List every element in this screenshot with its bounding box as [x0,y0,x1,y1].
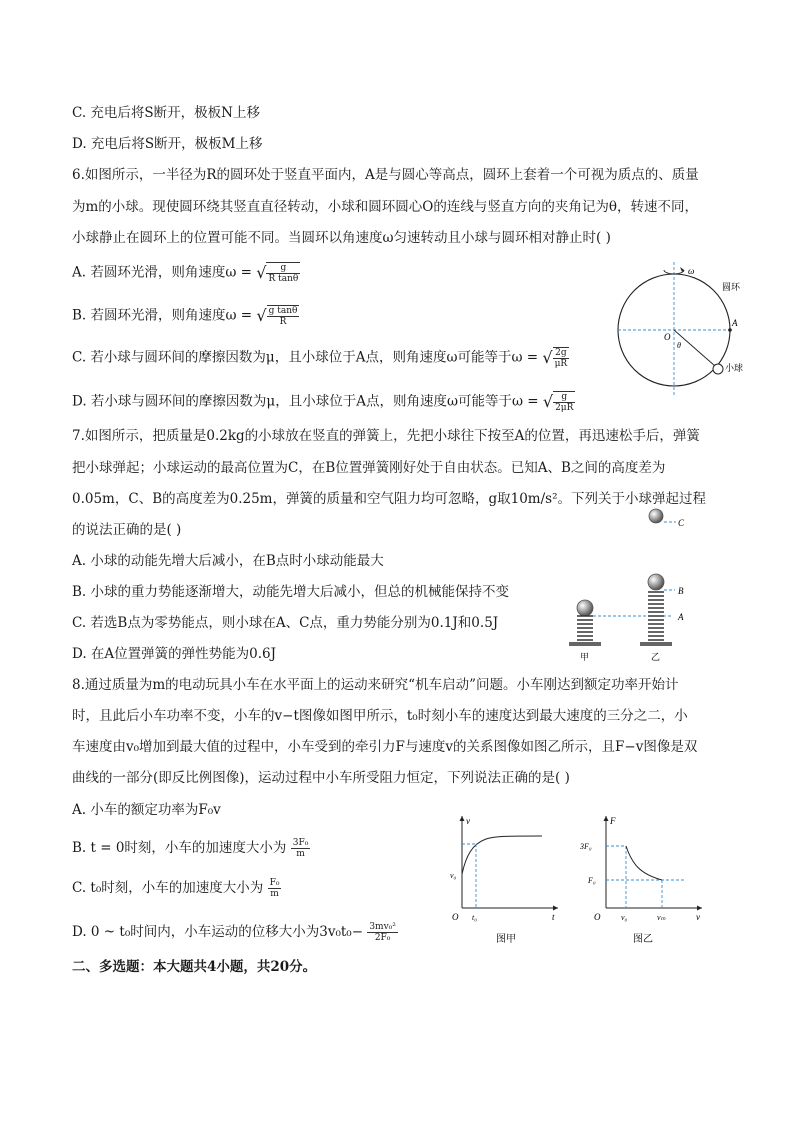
q6-option-a [72,262,300,284]
q8-c-den: m [270,889,279,899]
sqrt-c: √ $\frac{2g}{\mu R}$ [542,348,568,369]
q5-option-d: D. 充电后将S断开，极板M上移 [72,136,263,152]
level-a-label: A [678,612,684,622]
q7-option-a: A. 小球的动能先增大后减小，在B点时小球动能最大 [72,553,384,569]
three-f0-label: 3F₀ [580,842,592,851]
ball-yi [648,574,664,590]
t-axis-arrow-icon [553,906,558,911]
q6-option-d [72,391,575,413]
ball-jia [577,600,593,616]
vt-curve [462,836,542,874]
graph-jia [446,812,566,948]
q6-c-num: 2g [553,348,570,359]
label-jia: 甲 [580,652,590,662]
q6-b-den: R [279,317,287,327]
q6-ring-figure [608,258,768,400]
origin-label: O [452,912,459,922]
q8-option-b-text: B. t = 0时刻，小车的加速度大小为 [72,840,287,856]
q6-stem-line1: 6.如图所示，一半径为R的圆环处于竖直平面内，A是与圆心等高点，圆环上套着一个可视为质点的、质量 [72,167,699,183]
v-label-yi: v [696,912,700,922]
ball-at-c [649,509,663,523]
point-a-label: A [732,318,738,328]
q7-stem-line4: 的说法正确的是( ) [72,522,182,538]
v0-yi-label: v₀ [621,913,628,922]
spring-jia [577,616,593,640]
q6-option-b [72,305,299,327]
v0-label: v₀ [450,871,457,880]
q6-b-num: g tanθ [268,306,298,316]
sqrt-d: √ $\frac{g}{2\mu R}$ [542,392,574,413]
origin-yi-label: O [594,912,601,922]
q7-option-c: C. 若选B点为零势能点，则小球在A、C点，重力势能分别为0.1J和0.5J [72,615,499,631]
q7-stem-line3: 0.05m，C、B的高度差为0.25m，弹簧的质量和空气阻力均可忽略，g取10m/s²。下列关于小球弹起过程 [72,491,706,507]
q7-option-b: B. 小球的重力势能逐渐增大，动能先增大后减小，但总的机械能保持不变 [72,584,510,600]
q6-stem-line2: 为m的小球。现使圆环绕其竖直直径转动，小球和圆环圆心O的连线与竖直方向的夹角记为θ，转速不同， [72,199,698,215]
center-o-label: O [664,332,671,342]
graph-yi [578,812,712,948]
q5-option-c: C. 充电后将S断开，极板N上移 [72,105,260,121]
q6-option-b-text: B. 若圆环光滑，则角速度ω = [72,307,253,324]
q8-c-num: F₀ [269,878,280,888]
small-ball [713,364,723,374]
f0-label: F₀ [588,876,596,885]
q7-stem-line2: 把小球弹起；小球运动的最高位置为C，在B位置弹簧刚好处于自由状态。已知A、B之间的高度差为 [72,460,666,476]
q6-a-num: g [266,263,300,274]
caption-jia: 图甲 [496,934,516,945]
q8-d-fraction [367,922,398,943]
q6-stem-line3: 小球静止在圆环上的位置可能不同。当圆环以角速度ω匀速转动且小球与圆环相对静止时( ) [72,230,611,246]
omega-label: ω [688,266,695,276]
q8-stem-line2: 时，且此后小车功率不变，小车的v−t图像如图甲所示，t₀时刻小车的速度达到最大速度的三分之二，小 [72,708,688,724]
spring-yi [648,592,664,640]
q8-d-num: 3mv₀² [369,922,396,932]
f-axis-arrow-icon [604,816,609,821]
vm-label: vₘ [657,913,666,922]
sqrt-a: √ $\frac{g}{\text{R tanθ}}$ [256,263,299,284]
label-yi: 乙 [651,652,661,662]
ground-jia [569,642,601,646]
f-axis-label: F [610,816,616,826]
q6-d-den: 2μR [555,403,574,413]
v-axis-yi-arrow-icon [697,906,702,911]
fv-curve [626,846,662,880]
q8-b-num: 3F₀ [292,838,309,848]
q8-option-c [72,878,281,899]
q6-d-num: g [553,392,575,403]
q6-a-den: R tanθ [268,274,299,284]
v-axis-label: v [466,816,470,826]
q8-b-fraction [291,838,311,859]
sqrt-b: √ $\frac{\text{g tanθ}}{R}$ [256,306,298,327]
theta-label: θ [677,341,681,350]
ground-yi [640,642,672,646]
q7-stem-line1: 7.如图所示，把质量是0.2kg的小球放在竖直的弹簧上，先把小球往下按至A的位置，再迅速松手后，弹簧 [72,428,700,444]
q8-option-a: A. 小车的额定功率为F₀v [72,802,221,818]
q8-d-den: 2F₀ [374,933,391,943]
q8-stem-line4: 曲线的一部分(即反比例图像)，运动过程中小车所受阻力恒定，下列说法正确的是( ) [72,770,570,786]
q8-option-b [72,838,310,859]
q6-option-a-text: A. 若圆环光滑，则角速度ω = [72,264,252,281]
caption-yi: 图乙 [633,934,653,945]
t-label: t [552,912,555,922]
t0-label: t₀ [472,913,478,922]
q8-c-fraction [268,878,282,899]
q8-option-d-text: D. 0 ~ t₀时间内，小车运动的位移大小为3v₀t₀− [72,924,364,940]
level-c-label: C [678,518,685,528]
q7-spring-figure [565,504,705,666]
q8-stem-line3: 车速度由v₀增加到最大值的过程中，小车受到的牵引力F与速度v的关系图像如图乙所示，且F−v图像是双 [72,739,698,755]
q7-option-d: D. 在A位置弹簧的弹性势能为0.6J [72,646,277,662]
q6-option-c-text: C. 若小球与圆环间的摩擦因数为μ，且小球位于A点，则角速度ω可能等于ω = [72,349,539,366]
section-2-heading: 二、多选题：本大题共4小题，共20分。 [72,959,317,975]
ring-label: 圆环 [722,282,741,292]
q6-option-c [72,347,569,369]
q8-stem-line1: 8.通过质量为m的电动玩具小车在水平面上的运动来研究“机车启动”问题。小车刚达到额定功率开始计 [72,677,679,693]
v-axis-arrow-icon [460,816,465,821]
q6-option-d-text: D. 若小球与圆环间的摩擦因数为μ，且小球位于A点，则角速度ω可能等于ω = [72,393,539,410]
ball-label: 小球 [725,363,744,373]
q8-option-c-text: C. t₀时刻，小车的加速度大小为 [72,880,264,896]
q6-c-den: μR [554,359,568,369]
level-b-label: B [678,586,684,596]
q8-option-d [72,922,398,943]
point-a-dot [728,328,732,332]
q8-b-den: m [296,849,305,859]
